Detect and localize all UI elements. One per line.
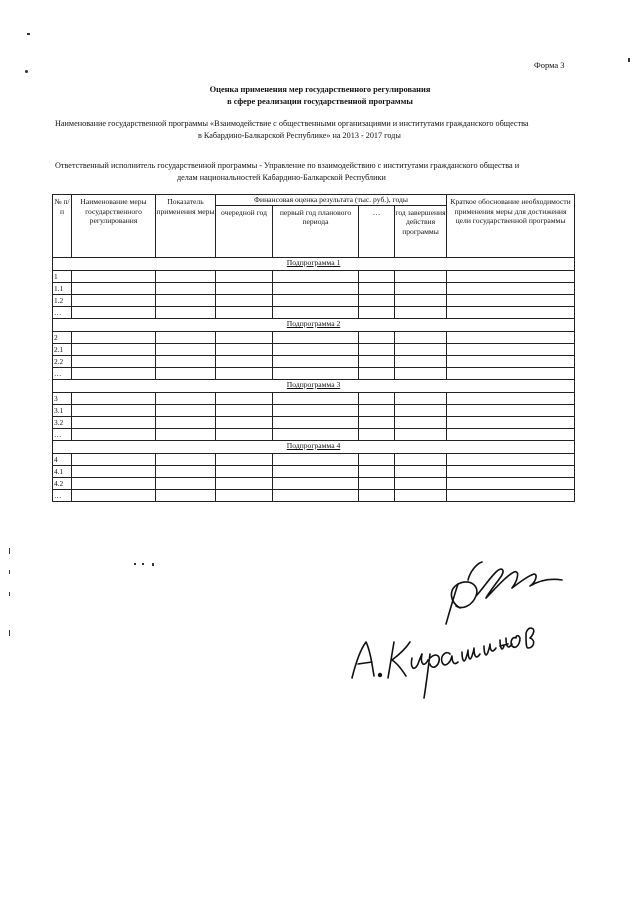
row-number: 2 bbox=[53, 332, 72, 344]
document-title-line-2: в сфере реализации государственной программы bbox=[227, 97, 413, 106]
row-number: 2.2 bbox=[53, 356, 72, 368]
table-row bbox=[53, 307, 575, 319]
row-number: 3 bbox=[53, 393, 72, 405]
row-number: 1 bbox=[53, 271, 72, 283]
row-number: … bbox=[53, 368, 72, 380]
row-number: 1.2 bbox=[53, 295, 72, 307]
table-row bbox=[53, 356, 575, 368]
scan-mark bbox=[142, 563, 144, 565]
row-number: 4.2 bbox=[53, 478, 72, 490]
program-name-line-1: Наименование государственной программы «Взаимодействие с общественными организациями и институтами гражданского общества bbox=[55, 119, 529, 128]
table-row bbox=[53, 393, 575, 405]
responsible-executor-line-1: Ответственный исполнитель государственной программы - Управление по взаимодействию с институтами гражданского общества и bbox=[55, 161, 520, 170]
subprogram-3-title: Подпрограмма 3 bbox=[53, 380, 575, 393]
header-justification: Краткое обоснование необходимости применения меры для достижения цели государственной программы bbox=[447, 195, 575, 258]
header-end-year: год завершения действия программы bbox=[395, 205, 447, 257]
table-row bbox=[53, 405, 575, 417]
responsible-executor-line-2: делам национальностей Кабардино-Балкарской Республики bbox=[177, 173, 386, 182]
subprogram-1-title: Подпрограмма 1 bbox=[53, 258, 575, 271]
scan-mark bbox=[27, 33, 30, 35]
header-current-year: очередной год bbox=[216, 205, 273, 257]
row-number: … bbox=[53, 429, 72, 441]
scan-mark bbox=[134, 563, 136, 565]
table-row bbox=[53, 417, 575, 429]
row-number: … bbox=[53, 307, 72, 319]
scan-mark bbox=[628, 58, 630, 62]
row-number: 1.1 bbox=[53, 283, 72, 295]
scan-mark bbox=[152, 563, 154, 566]
scan-mark bbox=[9, 548, 10, 554]
scan-mark bbox=[25, 70, 28, 73]
header-dots: … bbox=[359, 205, 395, 257]
header-financial: Финансовая оценка результата (тыс. руб.), годы bbox=[216, 195, 447, 206]
table-row bbox=[53, 466, 575, 478]
row-number: 4 bbox=[53, 454, 72, 466]
table-row bbox=[53, 454, 575, 466]
scan-mark bbox=[9, 592, 10, 596]
header-first-year: первый год планового периода bbox=[273, 205, 359, 257]
handwritten-signature bbox=[330, 550, 590, 710]
subprogram-4-title: Подпрограмма 4 bbox=[53, 441, 575, 454]
scan-mark bbox=[9, 630, 10, 636]
subprogram-2-title: Подпрограмма 2 bbox=[53, 319, 575, 332]
header-indicator: Показатель применения меры bbox=[156, 195, 216, 258]
table-row bbox=[53, 283, 575, 295]
row-number: 3.1 bbox=[53, 405, 72, 417]
row-number: 3.2 bbox=[53, 417, 72, 429]
program-name-line-2: в Кабардино-Балкарской Республике» на 2013 - 2017 годы bbox=[198, 131, 401, 140]
table-row bbox=[53, 490, 575, 502]
regulation-measures-table bbox=[52, 194, 575, 502]
row-number: 4.1 bbox=[53, 466, 72, 478]
table-row bbox=[53, 271, 575, 283]
scan-mark bbox=[9, 570, 10, 574]
table-row bbox=[53, 368, 575, 380]
table-row bbox=[53, 295, 575, 307]
row-number: 2.1 bbox=[53, 344, 72, 356]
row-number: … bbox=[53, 490, 72, 502]
table-row bbox=[53, 478, 575, 490]
form-label: Форма 3 bbox=[534, 60, 565, 70]
table-row bbox=[53, 429, 575, 441]
table-row bbox=[53, 332, 575, 344]
header-num: № п/п bbox=[53, 195, 72, 258]
document-title-line-1: Оценка применения мер государственного регулирования bbox=[209, 85, 431, 94]
table-row bbox=[53, 344, 575, 356]
header-measure: Наименование меры государственного регулирования bbox=[72, 195, 156, 258]
